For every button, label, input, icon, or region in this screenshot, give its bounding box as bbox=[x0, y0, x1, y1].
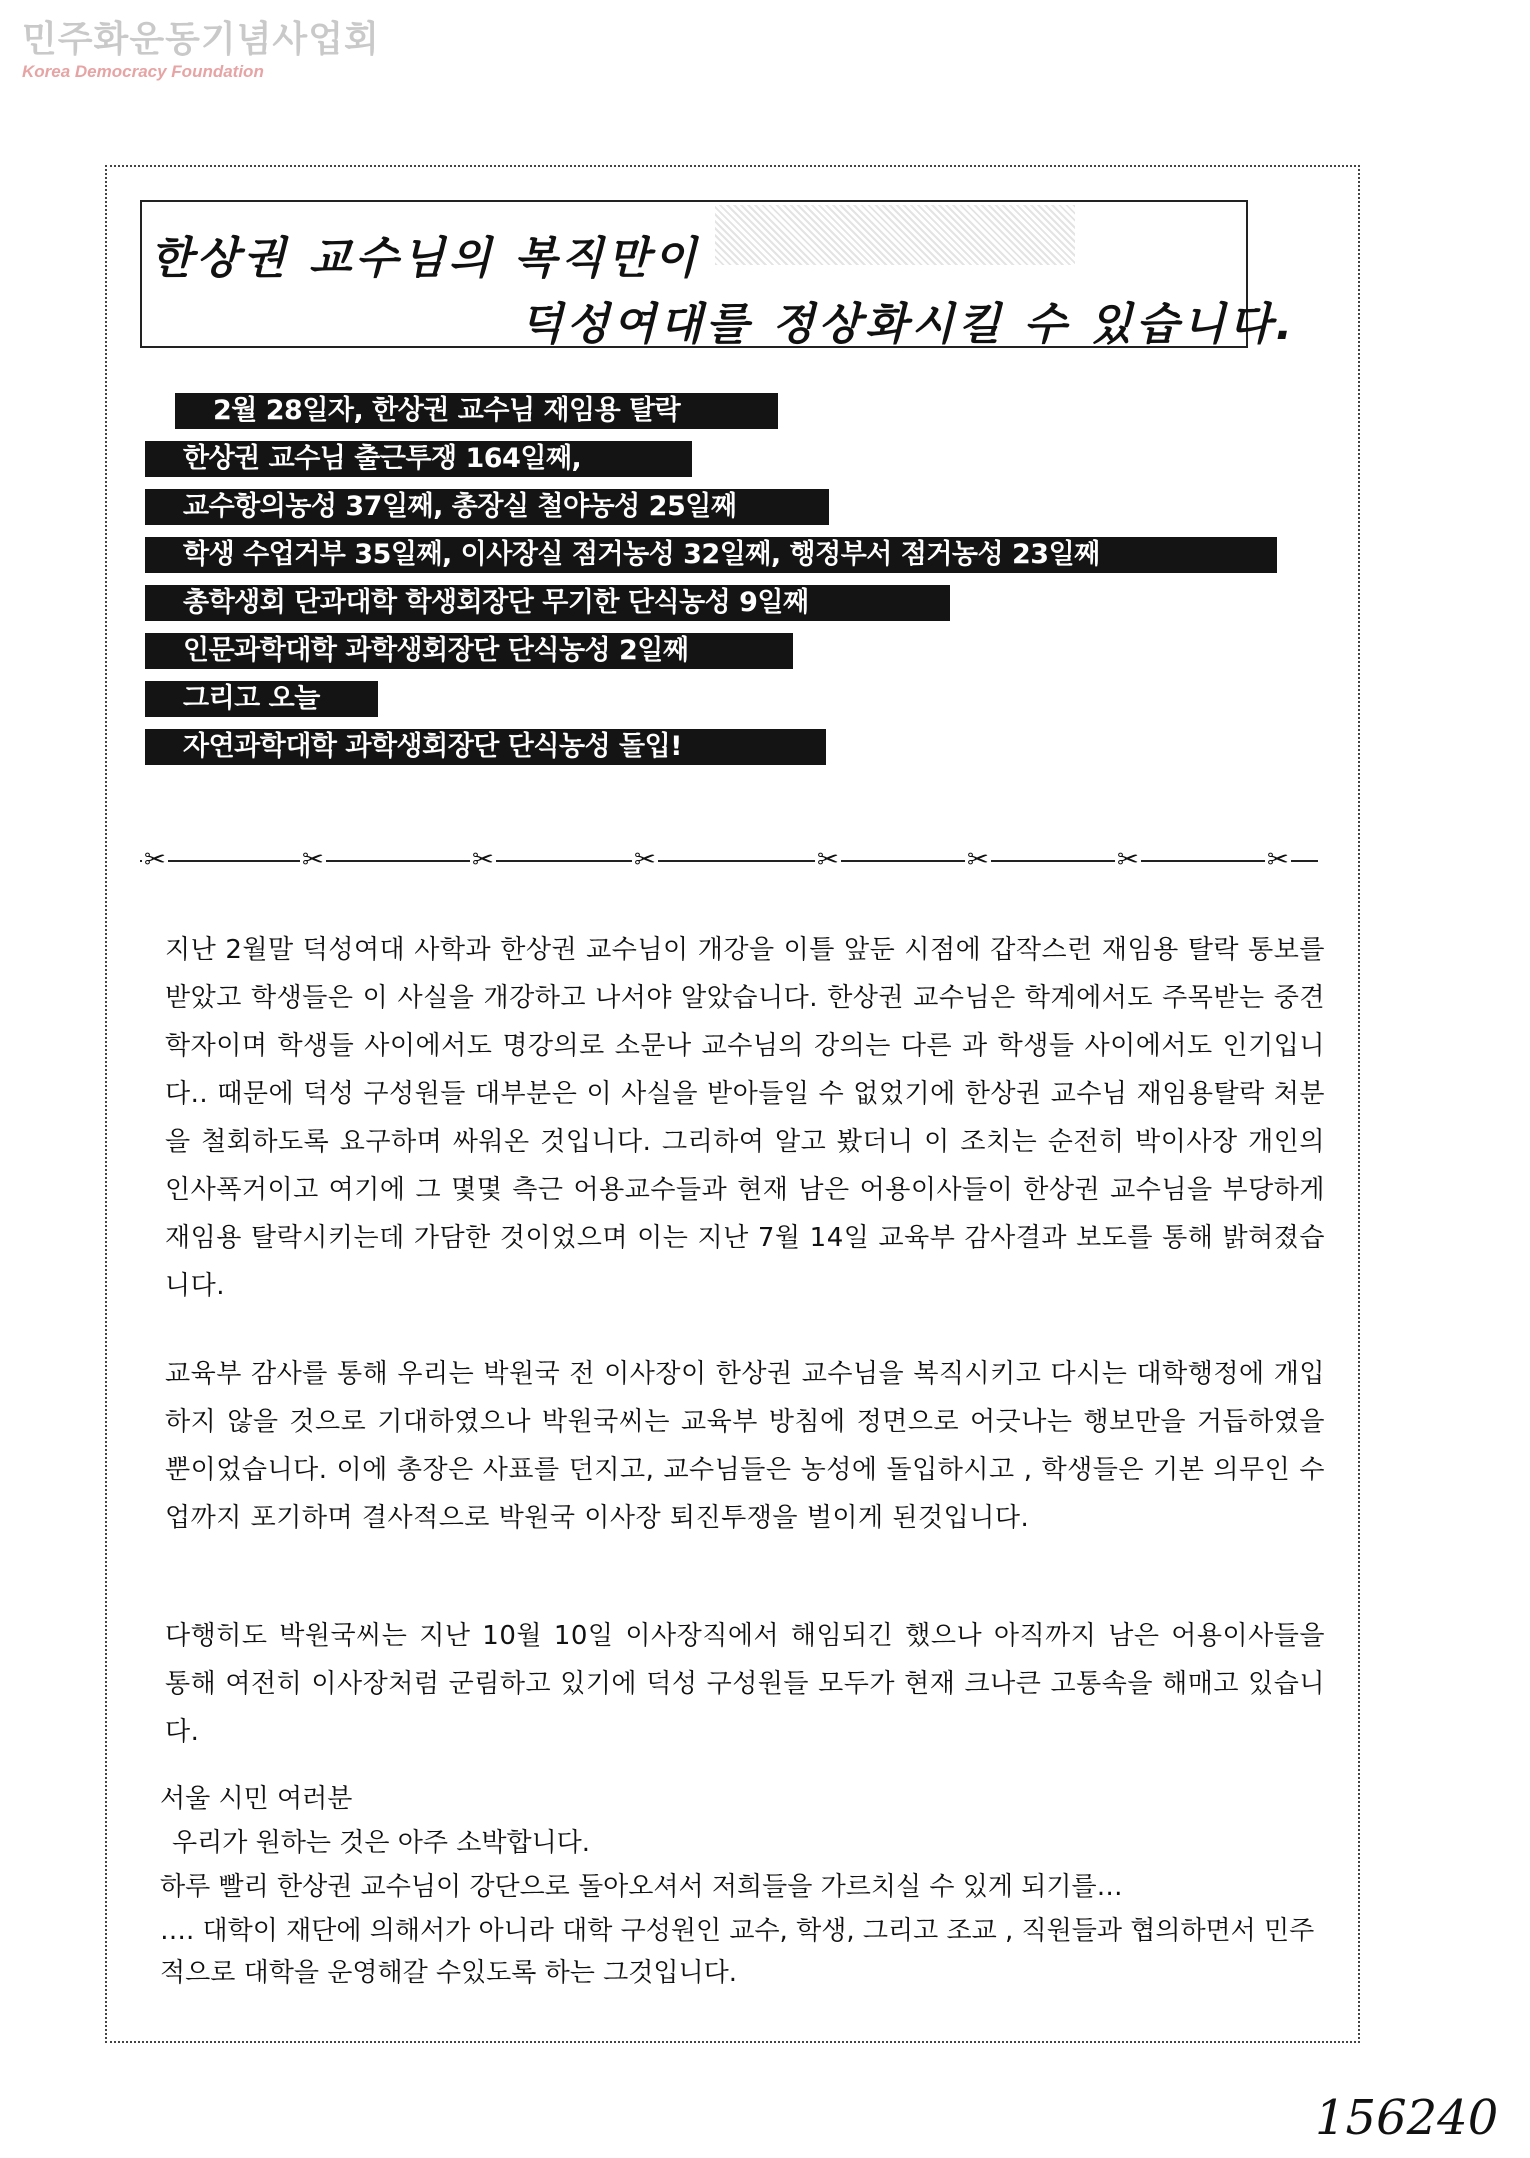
timeline-item: 인문과학대학 과학생회장단 단식농성 2일째 bbox=[145, 633, 793, 669]
closing-line: 하루 빨리 한상권 교수님이 강단으로 돌아오셔서 저희들을 가르치실 수 있게 되기를… bbox=[160, 1872, 1123, 1902]
watermark-english: Korea Democracy Foundation bbox=[22, 62, 264, 81]
body-paragraph: 교육부 감사를 통해 우리는 박원국 전 이사장이 한상권 교수님을 복직시키고 다시는 대학행정에 개입하지 않을 것으로 기대하였으나 박원국씨는 교육부 방침에 정면으로 어긋나는 행보만을 거듭하였을 뿐이었습니다. 이에 총장은 사표를 던지고, 교수님들은 농성에 돌입하시고 , 학생들은 기본 의무인 수업까지 포기하며 결사적으로 박원국 이사장 퇴진투쟁을 벌이게 된것입니다. bbox=[165, 1359, 1325, 1533]
closing-address: 서울 시민 여러분 bbox=[160, 1784, 353, 1814]
body-paragraph: 지난 2월말 덕성여대 사학과 한상권 교수님이 개강을 이틀 앞둔 시점에 갑작스런 재임용 탈락 통보를 받았고 학생들은 이 사실을 개강하고 나서야 알았습니다. 한상권 교수님은 학계에서도 주목받는 중견 학자이며 학생들 사이에서도 명강의로 소문나 교수님의 강의는 다른 과 학생들 사이에서도 인기입니다.. 때문에 덕성 구성원들 대부분은 이 사실을 받아들일 수 없었기에 한상권 교수님 재임용탈락 처분을 철회하도록 요구하며 싸워온 것입니다. 그리하여 알고 봤더니 이 조치는 순전히 박이사장 개인의 인사폭거이고 여기에 그 몇몇 측근 어용교수들과 현재 남은 어용이사들이 한상권 교수님을 부당하게 재임용 탈락시키는데 가담한 것이었으며 이는 지난 7월 14일 교육부 감사결과 보도를 통해 밝혀졌습니다. bbox=[165, 935, 1325, 1301]
scissors-icon: ✂ bbox=[144, 845, 166, 875]
body-paragraph: 다행히도 박원국씨는 지난 10월 10일 이사장직에서 해임되긴 했으나 아직까지 남은 어용이사들을 통해 여전히 이사장처럼 군림하고 있기에 덕성 구성원들 모두가 현재 크나큰 고통속을 해매고 있습니다. bbox=[165, 1621, 1325, 1747]
timeline-item: 교수항의농성 37일째, 총장실 철야농성 25일째 bbox=[145, 489, 829, 525]
timeline-item: 2월 28일자, 한상권 교수님 재임용 탈락 bbox=[175, 393, 778, 429]
scissors-icon: ✂ bbox=[302, 845, 324, 875]
timeline-item: 자연과학대학 과학생회장단 단식농성 돌입! bbox=[145, 729, 826, 765]
title-line-1: 한상권 교수님의 복직만이 bbox=[150, 233, 701, 284]
stamp-smudge bbox=[715, 205, 1075, 265]
closing-line: …. 대학이 재단에 의해서가 아니라 대학 구성원인 교수, 학생, 그리고 조교 , 직원들과 협의하면서 민주적으로 대학을 운영해갈 수있도록 하는 그것입니다. bbox=[160, 1916, 1315, 1988]
scissors-icon: ✂ bbox=[967, 845, 989, 875]
title-line-2: 덕성여대를 정상화시킬 수 있습니다. bbox=[520, 299, 1297, 350]
scissors-icon: ✂ bbox=[472, 845, 494, 875]
watermark-korean: 민주화운동기념사업회 bbox=[22, 19, 380, 60]
closing-line: 우리가 원하는 것은 아주 소박합니다. bbox=[172, 1828, 591, 1858]
scissors-icon: ✂ bbox=[817, 845, 839, 875]
timeline-item: 그리고 오늘 bbox=[145, 681, 378, 717]
scissors-icon: ✂ bbox=[1117, 845, 1139, 875]
foundation-watermark bbox=[22, 18, 380, 82]
timeline-item: 학생 수업거부 35일째, 이사장실 점거농성 32일째, 행정부서 점거농성 23일째 bbox=[145, 537, 1277, 573]
timeline-item: 한상권 교수님 출근투쟁 164일째, bbox=[145, 441, 692, 477]
scissors-icon: ✂ bbox=[1267, 845, 1289, 875]
scissors-icon: ✂ bbox=[634, 845, 656, 875]
page-number: 156240 bbox=[1315, 2090, 1499, 2146]
timeline-item: 총학생회 단과대학 학생회장단 무기한 단식농성 9일째 bbox=[145, 585, 950, 621]
